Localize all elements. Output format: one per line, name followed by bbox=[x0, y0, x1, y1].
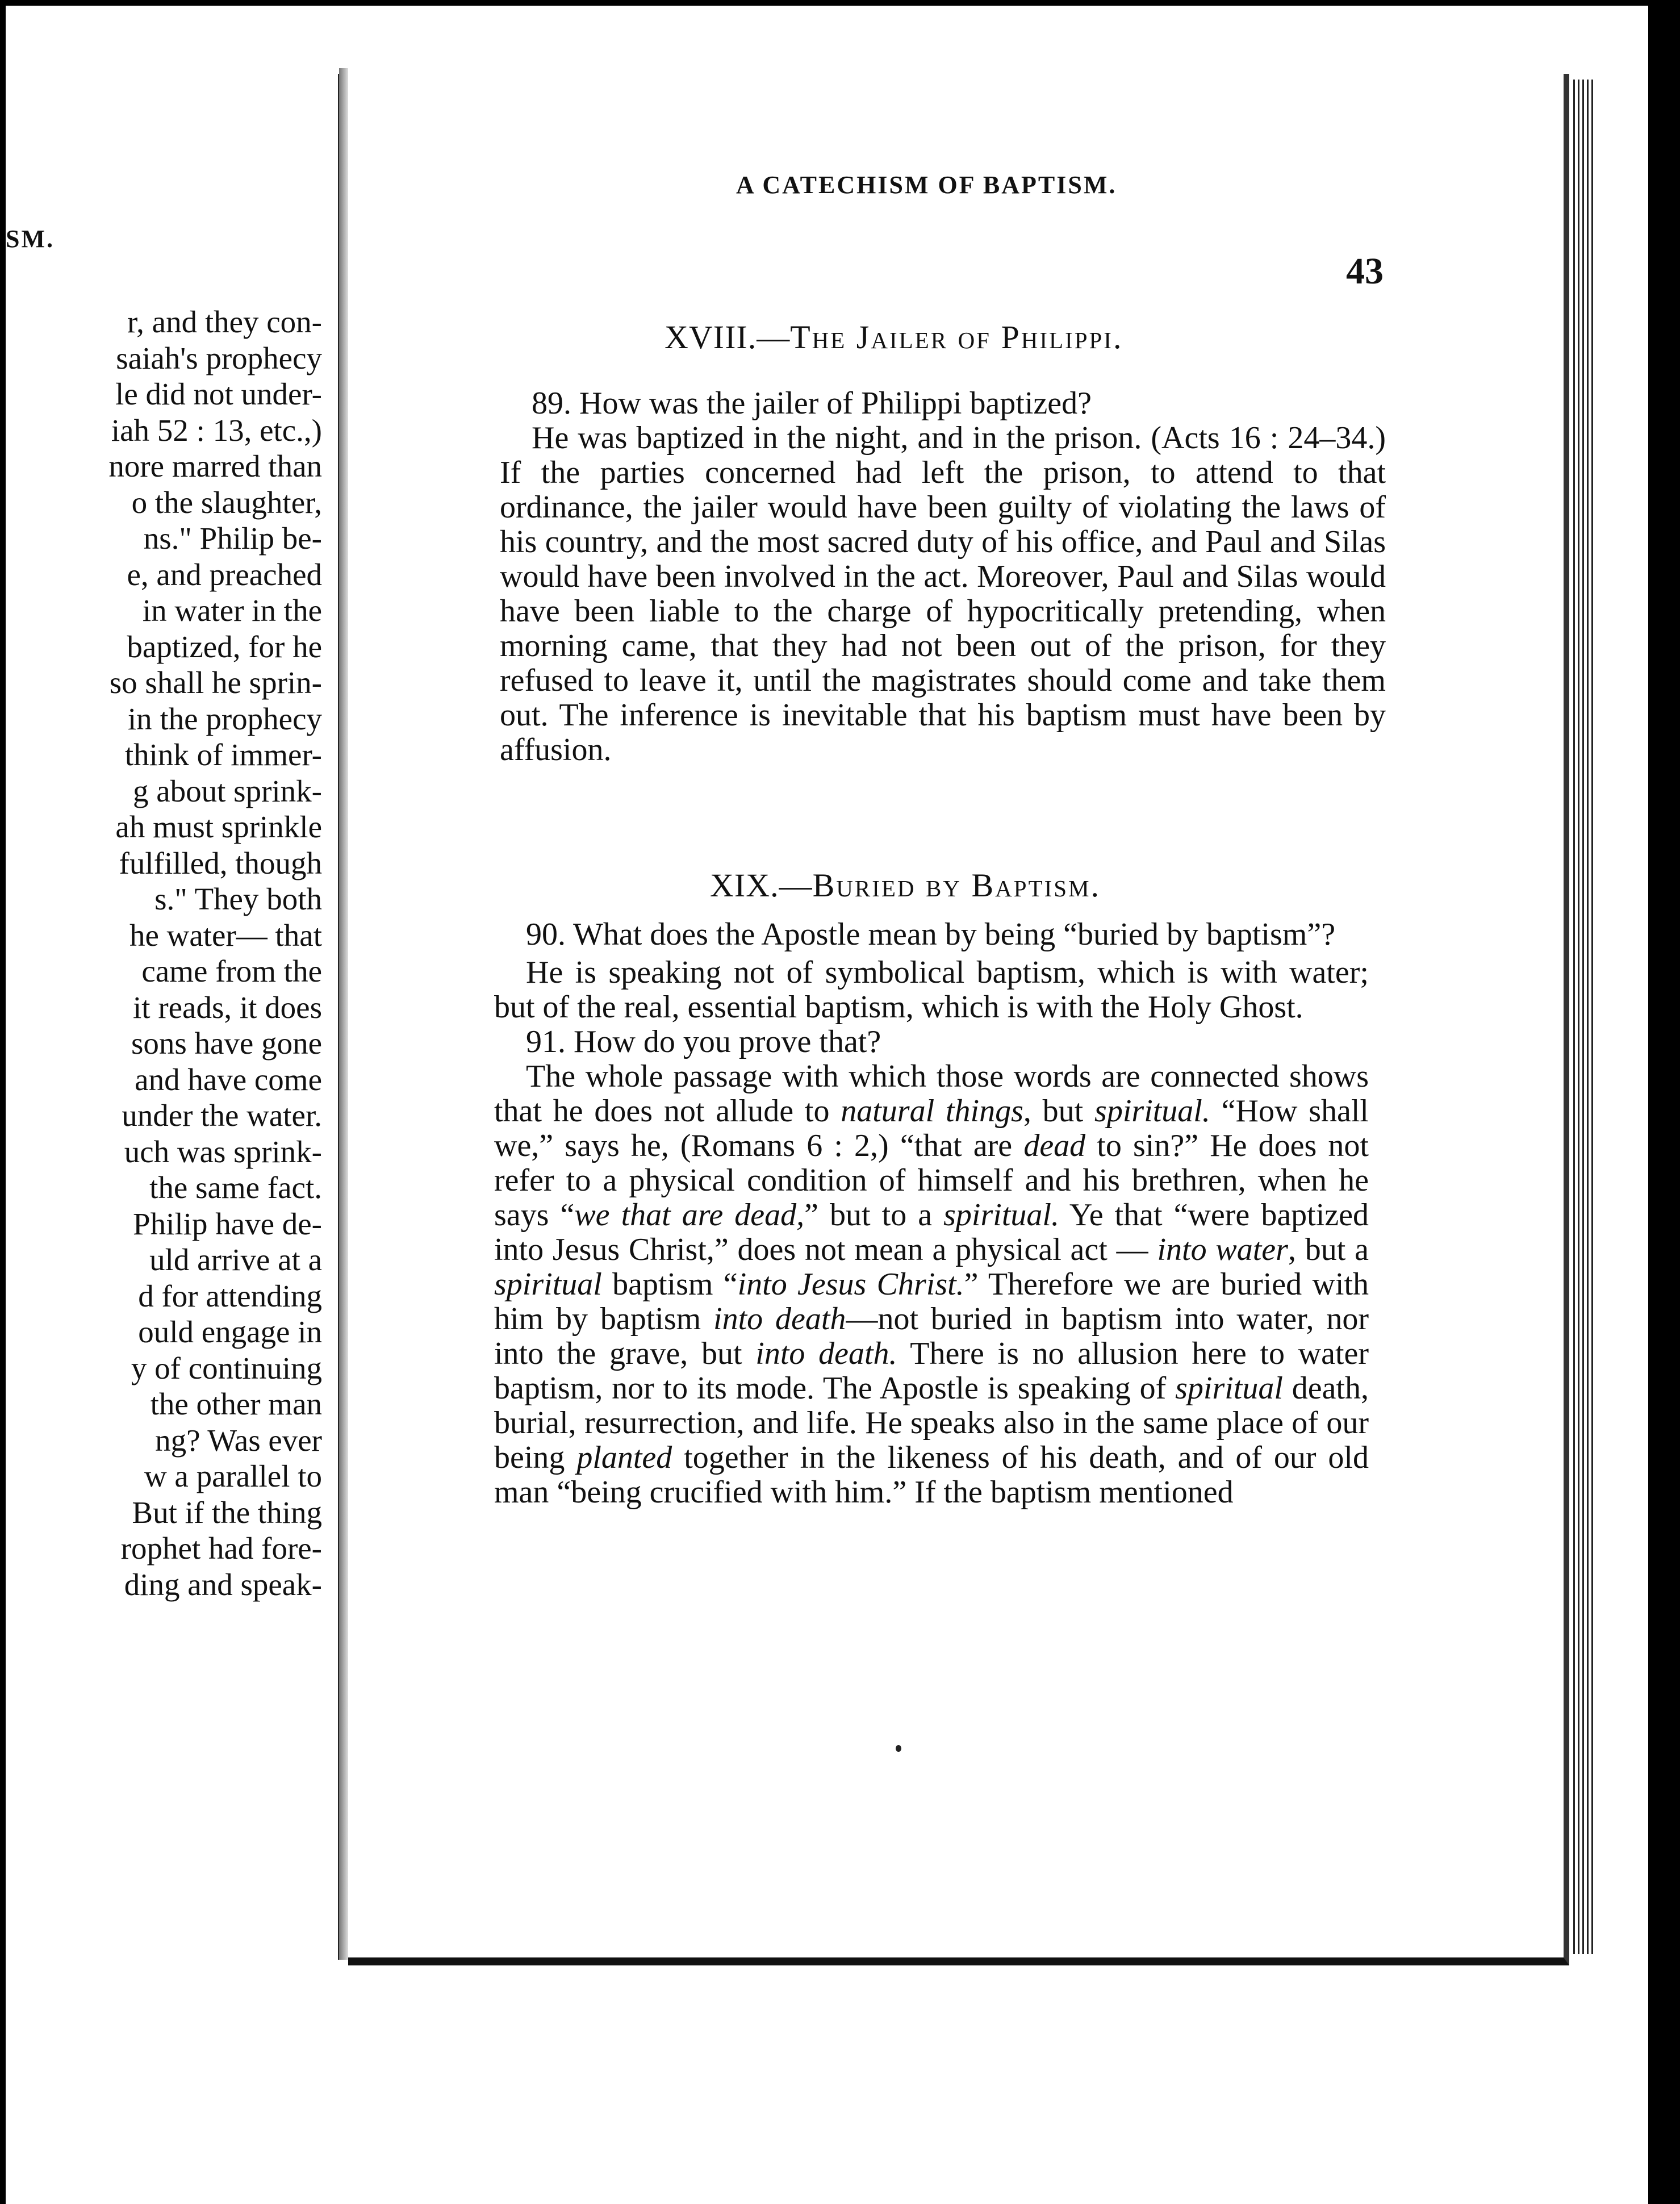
question-89: 89. How was the jailer of Philippi baptized? bbox=[532, 386, 1092, 421]
section-dash: — bbox=[779, 867, 813, 904]
left-page-line: think of immer- bbox=[124, 737, 322, 772]
left-page-line: came from the bbox=[141, 954, 322, 988]
left-page-line: ding and speak- bbox=[124, 1567, 322, 1602]
question-90: 90. What does the Apostle mean by being “buried by baptism”? bbox=[526, 917, 1336, 952]
left-page-line: in the prophecy bbox=[127, 701, 322, 736]
scan-border-right bbox=[1648, 0, 1680, 2204]
italic-text: natural things bbox=[841, 1093, 1023, 1129]
page-edges bbox=[1570, 80, 1594, 1954]
left-page-line: uld arrive at a bbox=[149, 1242, 322, 1277]
answer-90: He is speaking not of symbolical baptism, which is with water; but of the real, essential baptism, which is with the Holy Ghost. bbox=[494, 955, 1369, 1025]
italic-text: into water bbox=[1157, 1232, 1288, 1267]
left-page-text bbox=[6, 304, 322, 1602]
binding-gutter bbox=[339, 68, 348, 1960]
page-number: 43 bbox=[1346, 251, 1384, 292]
left-page-line: y of continuing bbox=[131, 1350, 322, 1385]
left-page-line: ould engage in bbox=[138, 1314, 322, 1349]
text-block-q90-q91 bbox=[494, 917, 1369, 1510]
answer-89: He was baptized in the night, and in the prison. (Acts 16 : 24–34.) If the parties concerned had left the prison, to attend to that ordinance, the jailer would have been guilty of violating the laws of his country, and the most sacred duty of his office, and Paul and Silas would have been involved in the act. Moreover, Paul and Silas would have been liable to the charge of hypocritically pretending, when morning came, that they had not been out of the prison, for they refused to leave it, until the magistrates should come and take them out. The inference is inevitable that his baptism must have been by affusion. bbox=[500, 420, 1386, 767]
answer-text: , but a bbox=[1288, 1232, 1369, 1267]
left-page-line: fulfilled, though bbox=[119, 845, 322, 880]
left-page-line: r, and they con- bbox=[127, 304, 322, 339]
left-page-line: w a parallel to bbox=[144, 1459, 322, 1493]
left-page-line: s." They both bbox=[154, 882, 322, 916]
left-page-line: ng? Was ever bbox=[155, 1422, 322, 1458]
left-page-line: rophet had fore- bbox=[120, 1531, 322, 1566]
answer-text: , but bbox=[1023, 1093, 1095, 1129]
left-page-line: saiah's prophecy bbox=[116, 340, 322, 375]
print-speck bbox=[896, 1745, 901, 1752]
left-page-line: it reads, it does bbox=[133, 990, 322, 1025]
left-page-line: But if the thing bbox=[132, 1495, 322, 1530]
left-page-line: o the slaughter, bbox=[131, 485, 322, 520]
left-page-line: nore marred than bbox=[108, 449, 322, 483]
italic-text: spiritual bbox=[494, 1267, 602, 1302]
left-page-line: so shall he sprin- bbox=[109, 665, 322, 700]
left-page bbox=[6, 74, 341, 1960]
italic-text: we that are dead, bbox=[574, 1197, 805, 1233]
question-91: 91. How do you prove that? bbox=[526, 1024, 881, 1059]
italic-text: spiritual. bbox=[943, 1197, 1059, 1233]
scan-border-top bbox=[0, 0, 1680, 6]
running-head: A CATECHISM OF BAPTISM. bbox=[736, 171, 1117, 199]
section-number: XIX. bbox=[710, 867, 779, 904]
left-page-line: e, and preached bbox=[127, 557, 322, 592]
scan-border-left bbox=[0, 0, 6, 2204]
left-page-line: g about sprink- bbox=[132, 773, 322, 808]
left-page-line: the same fact. bbox=[149, 1170, 322, 1205]
italic-text: into Jesus Christ. bbox=[737, 1267, 964, 1302]
left-page-line: ah must sprinkle bbox=[115, 809, 322, 844]
section-dash: — bbox=[757, 319, 791, 356]
left-page-line: iah 52 : 13, etc.,) bbox=[111, 412, 322, 448]
section-title: The Jailer of Philippi. bbox=[790, 319, 1123, 356]
answer-91 bbox=[494, 1059, 1369, 1510]
italic-text: into death. bbox=[755, 1336, 897, 1371]
answer-text: to sin?” He does not refer to a physical condition of himself and his brethren, when he says “ bbox=[494, 1128, 1369, 1233]
left-page-line: under the water. bbox=[122, 1098, 322, 1133]
italic-text: dead bbox=[1023, 1128, 1086, 1163]
section-heading-19 bbox=[710, 866, 1101, 904]
italic-text: spiritual. bbox=[1094, 1093, 1210, 1129]
answer-text: ” but to a bbox=[804, 1197, 944, 1233]
left-page-line: d for attending bbox=[138, 1278, 322, 1313]
answer-text: ” Therefore we are buried with him by baptism bbox=[494, 1267, 1369, 1337]
section-number: XVIII. bbox=[665, 319, 757, 356]
answer-text: The whole passage with which those words are connected shows that he does not allude to bbox=[494, 1059, 1369, 1129]
left-page-line: uch was sprink- bbox=[124, 1134, 322, 1169]
answer-text: death, burial, resurrection, and life. He speaks also in the same place of our being bbox=[494, 1371, 1369, 1475]
italic-text: spiritual bbox=[1175, 1371, 1283, 1406]
answer-text: together in the likeness of his death, and of our old man “being crucified with him.” If the baptism mentioned bbox=[494, 1440, 1369, 1510]
section-heading-18 bbox=[665, 318, 1123, 356]
text-block-q89 bbox=[500, 386, 1386, 767]
left-page-line: ns." Philip be- bbox=[143, 521, 322, 556]
answer-text: baptism “ bbox=[601, 1267, 738, 1302]
left-page-line: the other man bbox=[150, 1387, 322, 1421]
answer-text: “How shall we,” says he, (Romans 6 : 2,) “that are bbox=[494, 1093, 1369, 1163]
left-page-line: baptized, for he bbox=[127, 629, 322, 664]
left-page-line: sons have gone bbox=[131, 1026, 322, 1061]
italic-text: planted bbox=[576, 1440, 672, 1475]
italic-text: into death bbox=[713, 1301, 846, 1337]
answer-text: There is no allusion here to water baptism, nor to its mode. The Apostle is speaking of bbox=[494, 1336, 1369, 1406]
answer-text: —not buried in baptism into water, nor into the grave, but bbox=[494, 1301, 1369, 1371]
left-page-line: Philip have de- bbox=[133, 1206, 322, 1241]
answer-text: Ye that “were baptized into Jesus Christ,” does not mean a physical act — bbox=[494, 1197, 1369, 1267]
left-page-line: in water in the bbox=[142, 593, 322, 628]
left-page-line: he water— that bbox=[129, 917, 322, 953]
left-page-running-head: SM. bbox=[6, 225, 55, 253]
left-page-line: and have come bbox=[135, 1062, 322, 1097]
left-page-line: le did not under- bbox=[115, 377, 322, 411]
section-title: Buried by Baptism. bbox=[812, 867, 1101, 904]
